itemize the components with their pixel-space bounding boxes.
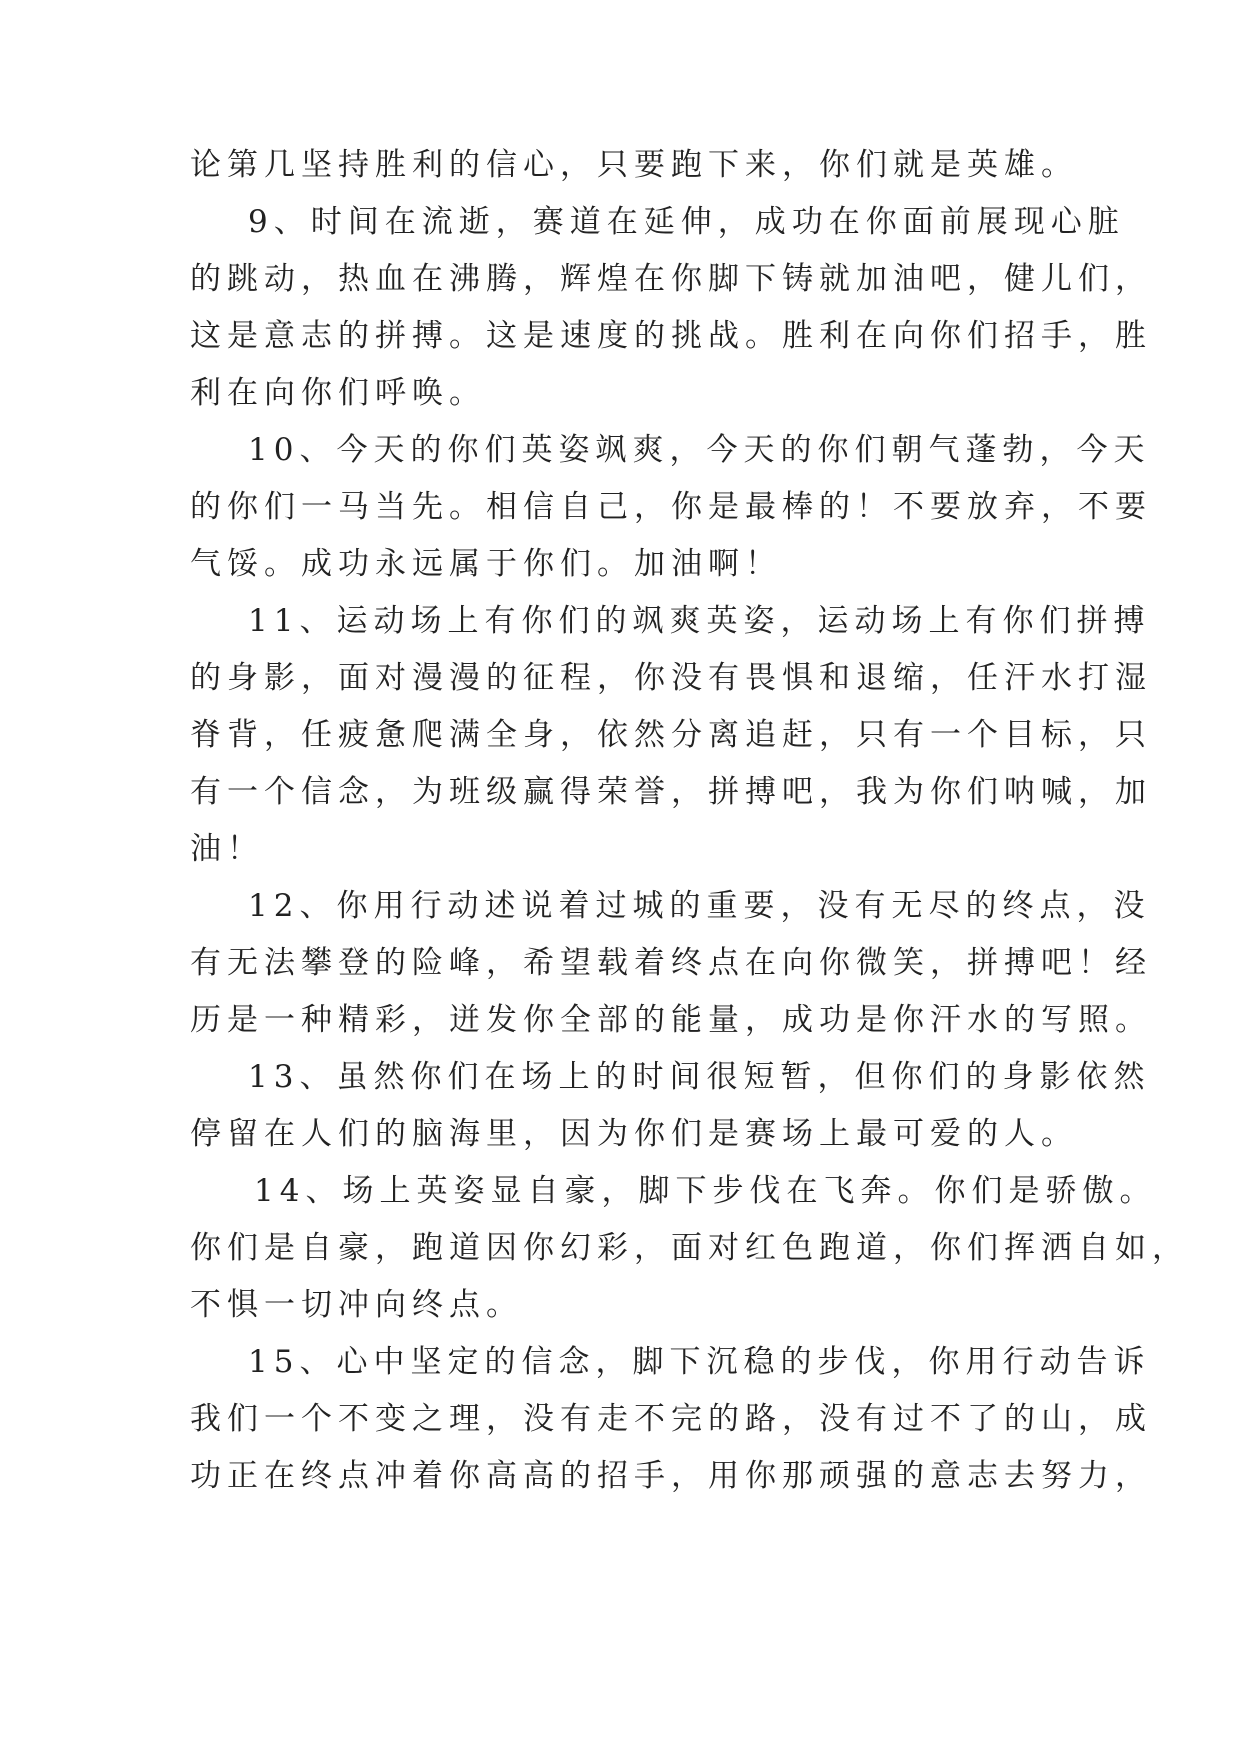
text-line: 有一个信念，为班级赢得荣誉，拼搏吧，我为你们呐喊，加 <box>190 774 1152 810</box>
text-line: 油！ <box>190 831 264 867</box>
text-line: 我们一个不变之理，没有走不完的路，没有过不了的山，成 <box>190 1401 1152 1437</box>
paragraph-14-first-line: 14、场上英姿显自豪，脚下步伐在飞奔。你们是骄傲。 <box>254 1173 1157 1209</box>
text-line: 利在向你们呼唤。 <box>190 375 486 411</box>
text-line: 脊背，任疲惫爬满全身，依然分离追赶，只有一个目标，只 <box>190 717 1152 753</box>
text-line: 论第几坚持胜利的信心，只要跑下来，你们就是英雄。 <box>190 147 1078 183</box>
text-line: 的身影，面对漫漫的征程，你没有畏惧和退缩，任汗水打湿 <box>190 660 1152 696</box>
text-line: 停留在人们的脑海里，因为你们是赛场上最可爱的人。 <box>190 1116 1078 1152</box>
text-line: 的跳动，热血在沸腾，辉煌在你脚下铸就加油吧，健儿们， <box>190 261 1152 297</box>
text-line: 这是意志的拼搏。这是速度的挑战。胜利在向你们招手，胜 <box>190 318 1152 354</box>
paragraph-15-first-line: 15、心中坚定的信念，脚下沉稳的步伐，你用行动告诉 <box>248 1344 1151 1380</box>
paragraph-9-first-line: 9、时间在流逝，赛道在延伸，成功在你面前展现心脏 <box>248 204 1125 240</box>
text-line: 气馁。成功永远属于你们。加油啊！ <box>190 546 782 582</box>
paragraph-11-first-line: 11、运动场上有你们的飒爽英姿，运动场上有你们拼搏 <box>248 603 1151 639</box>
paragraph-12-first-line: 12、你用行动述说着过城的重要，没有无尽的终点，没 <box>248 888 1151 924</box>
text-line: 有无法攀登的险峰，希望载着终点在向你微笑，拼搏吧！经 <box>190 945 1152 981</box>
paragraph-10-first-line: 10、今天的你们英姿飒爽，今天的你们朝气蓬勃，今天 <box>248 432 1151 468</box>
text-line: 历是一种精彩，迸发你全部的能量，成功是你汗水的写照。 <box>190 1002 1152 1038</box>
text-line: 功正在终点冲着你高高的招手，用你那顽强的意志去努力， <box>190 1458 1152 1494</box>
text-line: 的你们一马当先。相信自己，你是最棒的！不要放弃，不要 <box>190 489 1152 525</box>
paragraph-13-first-line: 13、虽然你们在场上的时间很短暂，但你们的身影依然 <box>248 1059 1151 1095</box>
text-line: 你们是自豪，跑道因你幻彩，面对红色跑道，你们挥洒自如， <box>190 1230 1189 1266</box>
text-line: 不惧一切冲向终点。 <box>190 1287 523 1323</box>
